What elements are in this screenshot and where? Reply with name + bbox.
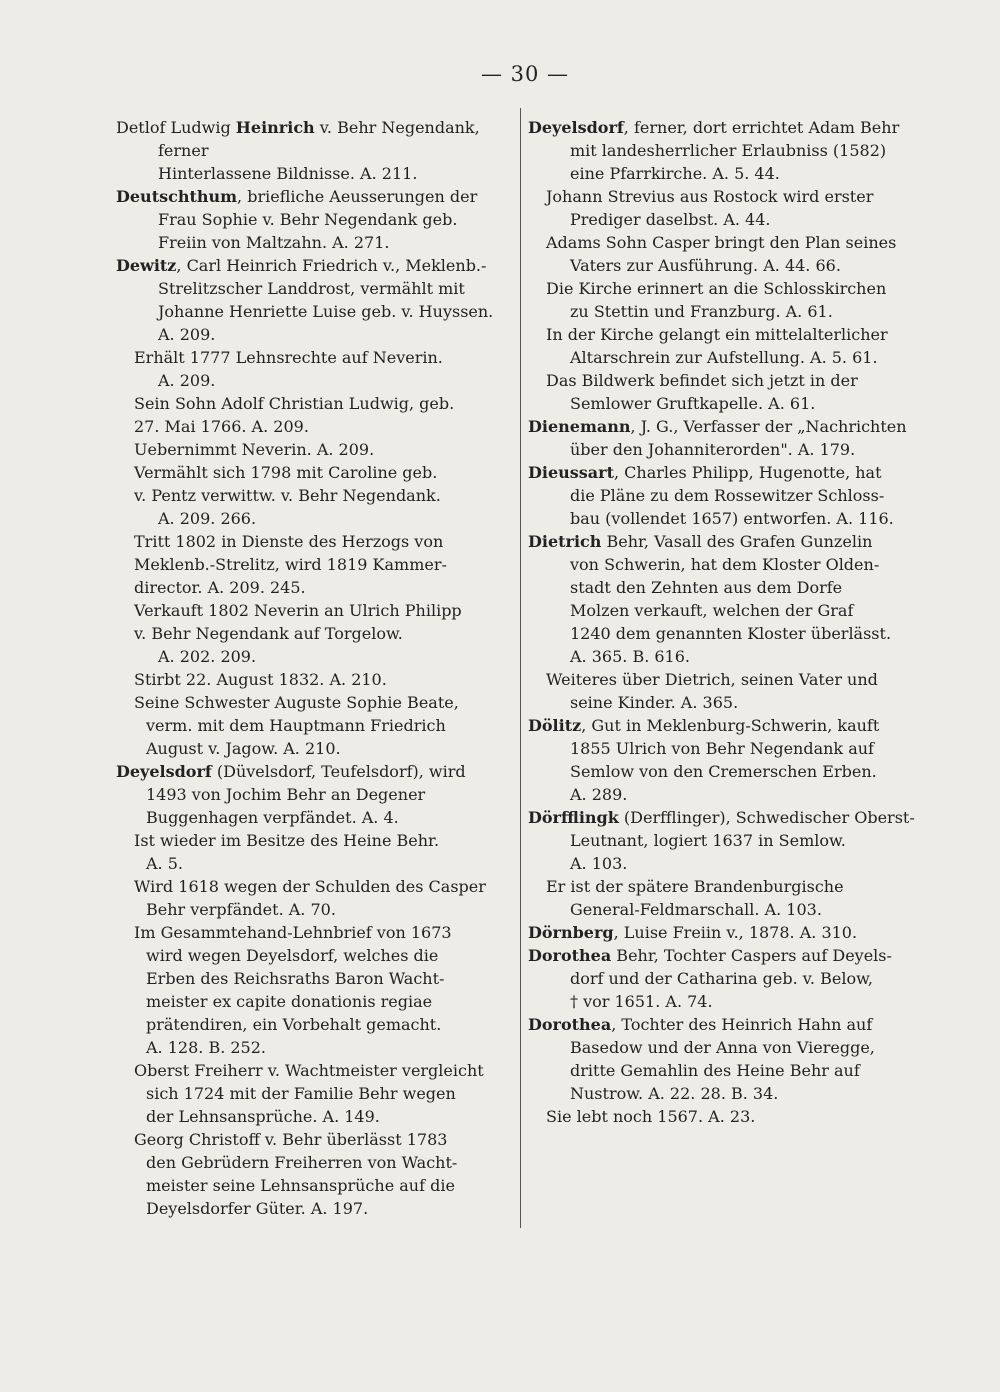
text-line: sich 1724 mit der Familie Behr wegen: [146, 1084, 456, 1103]
text-line: v. Pentz verwittw. v. Behr Negendank.: [134, 486, 441, 505]
text-line: Dorothea Behr, Tochter Caspers auf Deyels-: [528, 946, 892, 965]
text-line: bau (vollendet 1657) entworfen. A. 116.: [570, 509, 894, 528]
text-line: Hinterlassene Bildnisse. A. 211.: [158, 164, 418, 183]
text-line: A. 5.: [146, 854, 183, 873]
text-line: Vermählt sich 1798 mit Caroline geb.: [134, 463, 438, 482]
text-line: Adams Sohn Casper bringt den Plan seines: [546, 233, 897, 252]
text-line: von Schwerin, hat dem Kloster Olden-: [570, 555, 880, 574]
text-line: † vor 1651. A. 74.: [570, 992, 713, 1011]
text-line: ferner: [158, 141, 209, 160]
text-line: Behr verpfändet. A. 70.: [146, 900, 336, 919]
text-line: Das Bildwerk befindet sich jetzt in der: [546, 371, 858, 390]
text-line: Deyelsdorf (Düvelsdorf, Teufelsdorf), wird: [116, 762, 466, 781]
text-line: Ist wieder im Besitze des Heine Behr.: [134, 831, 440, 850]
column-divider: [520, 108, 521, 1228]
text-line: mit landesherrlicher Erlaubniss (1582): [570, 141, 887, 160]
text-line: Semlower Gruftkapelle. A. 61.: [570, 394, 816, 413]
text-line: Tritt 1802 in Dienste des Herzogs von: [134, 532, 444, 551]
text-line: Dölitz, Gut in Meklenburg-Schwerin, kauft: [528, 716, 880, 735]
text-line: meister seine Lehnsansprüche auf die: [146, 1176, 455, 1195]
text-line: Nustrow. A. 22. 28. B. 34.: [570, 1084, 779, 1103]
text-line: Die Kirche erinnert an die Schlosskirchen: [546, 279, 887, 298]
text-line: Wird 1618 wegen der Schulden des Casper: [134, 877, 486, 896]
text-line: zu Stettin und Franzburg. A. 61.: [570, 302, 833, 321]
text-line: dorf und der Catharina geb. v. Below,: [570, 969, 873, 988]
text-line: Oberst Freiherr v. Wachtmeister vergleicht: [134, 1061, 484, 1080]
text-line: prätendiren, ein Vorbehalt gemacht.: [146, 1015, 442, 1034]
text-line: Verkauft 1802 Neverin an Ulrich Philipp: [134, 601, 462, 620]
text-line: Georg Christoff v. Behr überlässt 1783: [134, 1130, 448, 1149]
text-line: Leutnant, logiert 1637 in Semlow.: [570, 831, 846, 850]
left-column: [116, 116, 512, 1220]
text-line: In der Kirche gelangt ein mittelalterlicher: [546, 325, 888, 344]
text-line: 1240 dem genannten Kloster überlässt.: [570, 624, 892, 643]
text-line: Basedow und der Anna von Vieregge,: [570, 1038, 875, 1057]
text-line: Im Gesammtehand-Lehnbrief von 1673: [134, 923, 452, 942]
text-line: Prediger daselbst. A. 44.: [570, 210, 771, 229]
text-line: A. 209.: [158, 371, 216, 390]
text-line: Weiteres über Dietrich, seinen Vater und: [546, 670, 878, 689]
text-line: Dewitz, Carl Heinrich Friedrich v., Meklenb.-: [116, 256, 487, 275]
text-line: Deutschthum, briefliche Aeusserungen der: [116, 187, 478, 206]
text-line: A. 209.: [158, 325, 216, 344]
text-line: Deyelsdorf, ferner, dort errichtet Adam Behr: [528, 118, 900, 137]
page-number: — 30 —: [480, 62, 570, 86]
text-line: Dorothea, Tochter des Heinrich Hahn auf: [528, 1015, 873, 1034]
text-line: Dieussart, Charles Philipp, Hugenotte, hat: [528, 463, 882, 482]
text-line: A. 209. 266.: [158, 509, 257, 528]
text-line: 27. Mai 1766. A. 209.: [134, 417, 309, 436]
text-line: director. A. 209. 245.: [134, 578, 306, 597]
text-line: Er ist der spätere Brandenburgische: [546, 877, 844, 896]
text-line: 1855 Ulrich von Behr Negendank auf: [570, 739, 874, 758]
text-line: Freiin von Maltzahn. A. 271.: [158, 233, 390, 252]
text-line: der Lehnsansprüche. A. 149.: [146, 1107, 380, 1126]
text-line: eine Pfarrkirche. A. 5. 44.: [570, 164, 780, 183]
text-line: Seine Schwester Auguste Sophie Beate,: [134, 693, 459, 712]
text-line: Stirbt 22. August 1832. A. 210.: [134, 670, 387, 689]
text-line: Vaters zur Ausführung. A. 44. 66.: [570, 256, 841, 275]
text-line: Sein Sohn Adolf Christian Ludwig, geb.: [134, 394, 455, 413]
text-line: Strelitzscher Landdrost, vermählt mit: [158, 279, 465, 298]
text-line: 1493 von Jochim Behr an Degener: [146, 785, 426, 804]
text-line: Altarschrein zur Aufstellung. A. 5. 61.: [570, 348, 878, 367]
text-line: A. 365. B. 616.: [570, 647, 690, 666]
text-line: Meklenb.-Strelitz, wird 1819 Kammer-: [134, 555, 447, 574]
text-line: meister ex capite donationis regiae: [146, 992, 433, 1011]
text-line: Uebernimmt Neverin. A. 209.: [134, 440, 375, 459]
text-line: Erben des Reichsraths Baron Wacht-: [146, 969, 445, 988]
text-line: stadt den Zehnten aus dem Dorfe: [570, 578, 843, 597]
text-line: Johanne Henriette Luise geb. v. Huyssen.: [158, 302, 494, 321]
text-line: Buggenhagen verpfändet. A. 4.: [146, 808, 399, 827]
text-line: seine Kinder. A. 365.: [570, 693, 739, 712]
text-line: Molzen verkauft, welchen der Graf: [570, 601, 854, 620]
text-line: den Gebrüdern Freiherren von Wacht-: [146, 1153, 458, 1172]
text-line: verm. mit dem Hauptmann Friedrich: [146, 716, 446, 735]
text-line: Dienemann, J. G., Verfasser der „Nachrichten: [528, 417, 907, 436]
text-line: A. 128. B. 252.: [146, 1038, 266, 1057]
text-line: Sie lebt noch 1567. A. 23.: [546, 1107, 756, 1126]
text-line: wird wegen Deyelsdorf, welches die: [146, 946, 439, 965]
text-line: A. 202. 209.: [158, 647, 257, 666]
text-line: Dörnberg, Luise Freiin v., 1878. A. 310.: [528, 923, 858, 942]
text-line: dritte Gemahlin des Heine Behr auf: [570, 1061, 860, 1080]
text-line: August v. Jagow. A. 210.: [146, 739, 341, 758]
text-line: Deyelsdorfer Güter. A. 197.: [146, 1199, 369, 1218]
text-line: General-Feldmarschall. A. 103.: [570, 900, 822, 919]
text-line: A. 103.: [570, 854, 628, 873]
text-line: Semlow von den Cremerschen Erben.: [570, 762, 877, 781]
text-line: Detlof Ludwig Heinrich v. Behr Negendank,: [116, 118, 480, 137]
text-line: Dietrich Behr, Vasall des Grafen Gunzelin: [528, 532, 873, 551]
text-line: über den Johanniterorden". A. 179.: [570, 440, 856, 459]
text-line: Erhält 1777 Lehnsrechte auf Neverin.: [134, 348, 443, 367]
text-line: Johann Strevius aus Rostock wird erster: [546, 187, 874, 206]
right-column: [528, 116, 942, 1128]
text-line: Frau Sophie v. Behr Negendank geb.: [158, 210, 458, 229]
text-line: die Pläne zu dem Rossewitzer Schloss-: [570, 486, 885, 505]
text-line: Dörfflingk (Derfflinger), Schwedischer Oberst-: [528, 808, 915, 827]
text-line: A. 289.: [570, 785, 628, 804]
text-line: v. Behr Negendank auf Torgelow.: [134, 624, 403, 643]
